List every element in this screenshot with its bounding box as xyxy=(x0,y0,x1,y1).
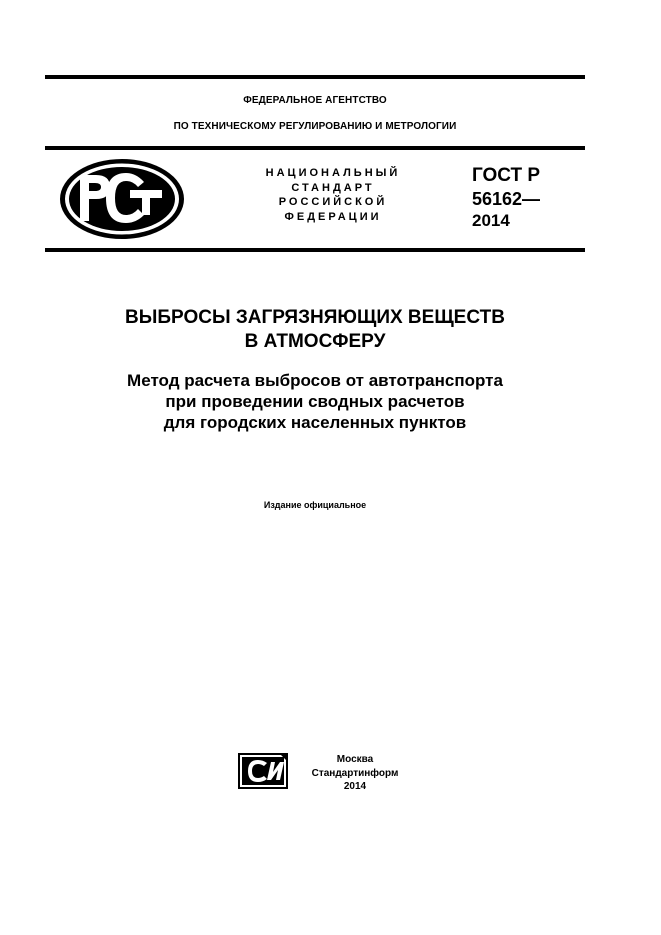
gost-prefix: ГОСТ Р xyxy=(472,165,541,186)
title-line: В АТМОСФЕРУ xyxy=(244,331,386,352)
national-line: РОССИЙСКОЙ xyxy=(278,196,388,208)
national-line: СТАНДАРТ xyxy=(291,181,375,194)
national-line: ФЕДЕРАЦИИ xyxy=(284,210,382,223)
publisher-city: Москва xyxy=(336,754,374,765)
subtitle-line: Метод расчета выбросов от автотранспорта xyxy=(127,371,503,390)
national-line: НАЦИОНАЛЬНЫЙ xyxy=(265,167,401,179)
publisher-name: Стандартинформ xyxy=(311,767,399,779)
subtitle-line: при проведении сводных расчетов xyxy=(165,392,465,411)
header-rule xyxy=(45,146,585,150)
title-line: ВЫБРОСЫ ЗАГРЯЗНЯЮЩИХ ВЕЩЕСТВ xyxy=(125,307,505,328)
edition-note: Издание официальное xyxy=(263,500,367,510)
document-title xyxy=(45,306,585,354)
gost-designation xyxy=(472,164,540,232)
gost-number: 56162— xyxy=(472,189,541,209)
publisher-year: 2014 xyxy=(343,781,367,792)
rst-certification-logo-icon xyxy=(58,157,186,241)
agency-line-2: ПО ТЕХНИЧЕСКОМУ РЕГУЛИРОВАНИЮ И МЕТРОЛОГИИ xyxy=(173,121,457,132)
gost-year: 2014 xyxy=(472,211,510,230)
standard-rule xyxy=(45,248,585,252)
top-rule xyxy=(45,75,585,79)
standartinform-si-logo-icon xyxy=(237,752,289,790)
agency-line-1: ФЕДЕРАЛЬНОЕ АГЕНТСТВО xyxy=(243,95,387,106)
national-standard-label xyxy=(248,166,418,224)
document-subtitle xyxy=(45,370,585,433)
subtitle-line: для городских населенных пунктов xyxy=(163,413,467,432)
publisher-block xyxy=(300,753,410,794)
